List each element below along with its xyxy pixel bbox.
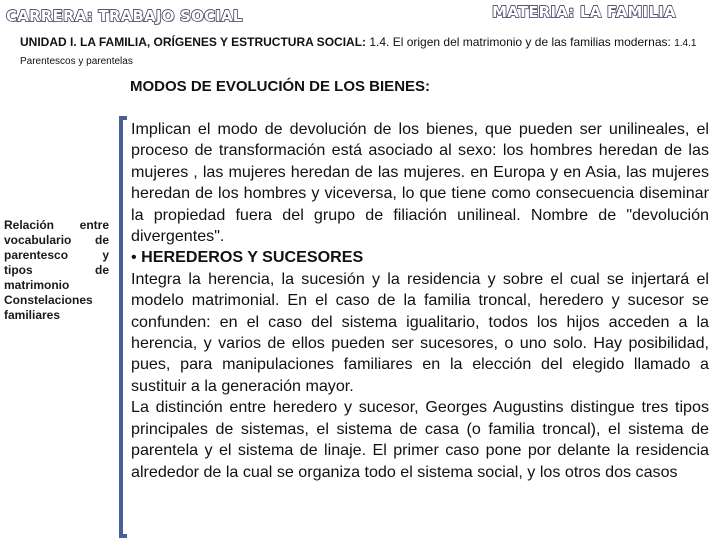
- bullet-icon: •: [131, 248, 137, 267]
- unit-topic: 1.4. El origen del matrimonio y de las familias modernas:: [369, 35, 671, 49]
- bullet-heading: HEREDEROS Y SUCESORES: [141, 248, 364, 267]
- unit-title: UNIDAD I. LA FAMILIA, ORÍGENES Y ESTRUCTURA SOCIAL:: [20, 35, 367, 49]
- sidebar-line: parentesco y: [4, 248, 109, 262]
- subject-heading: MATERIA: LA FAMILIA: [492, 3, 676, 21]
- body-paragraph-1: Implican el modo de devolución de los bienes, que pueden ser unilineales, el proceso de transformación está asociado al sexo: los hombres heredan de las mujeres , las mujeres heredan de las mujeres. en Europa y en Asia, las mujeres heredan de los hombres y viceversa, lo que tiene como consecuencia diseminar la propiedad fuera del grupo de filiación unilineal. Nombre de "devolución divergentes".: [131, 120, 709, 246]
- sidebar-line: Constelaciones: [4, 293, 93, 307]
- unit-subtopic: 1.4.1 Parentescos y parentelas: [20, 38, 697, 67]
- career-heading: CARRERA: TRABAJO SOCIAL: [6, 7, 243, 25]
- section-title: MODOS DE EVOLUCIÓN DE LOS BIENES:: [130, 78, 431, 95]
- bracket-divider: [118, 116, 128, 538]
- sidebar-line: Relación entre: [4, 218, 109, 232]
- sidebar-line: matrimonio: [4, 278, 70, 292]
- body-paragraph-3: La distinción entre heredero y sucesor, Georges Augustins distingue tres tipos principales de sistemas, el sistema de casa (o familia troncal), el sistema de parentela y el sistema de linaje. El primer caso pone por delante la residencia alrededor de la cual se organiza todo el sistema social, y los otros dos casos: [131, 398, 709, 481]
- body-text: [131, 119, 709, 483]
- sidebar-line: familiares: [4, 308, 61, 322]
- unit-heading: [20, 34, 710, 70]
- sidebar-line: tipos de: [4, 263, 109, 277]
- body-paragraph-2: Integra la herencia, la sucesión y la residencia y sobre el cual se injertará el modelo matrimonial. En el caso de la familia troncal, heredero y sucesor se confunden: en el caso del sistema igualitario, todos los hijos acceden a la herencia, y varios de ellos pueden ser sucesores, o uno solo. Hay posibilidad, pues, para manipulaciones familiares en la elección del elegido llamado a sustituir a la generación mayor.: [131, 269, 709, 395]
- sidebar-line: vocabulario de: [4, 233, 109, 247]
- sidebar-note: [4, 218, 109, 323]
- bullet-heading-line: [131, 247, 709, 268]
